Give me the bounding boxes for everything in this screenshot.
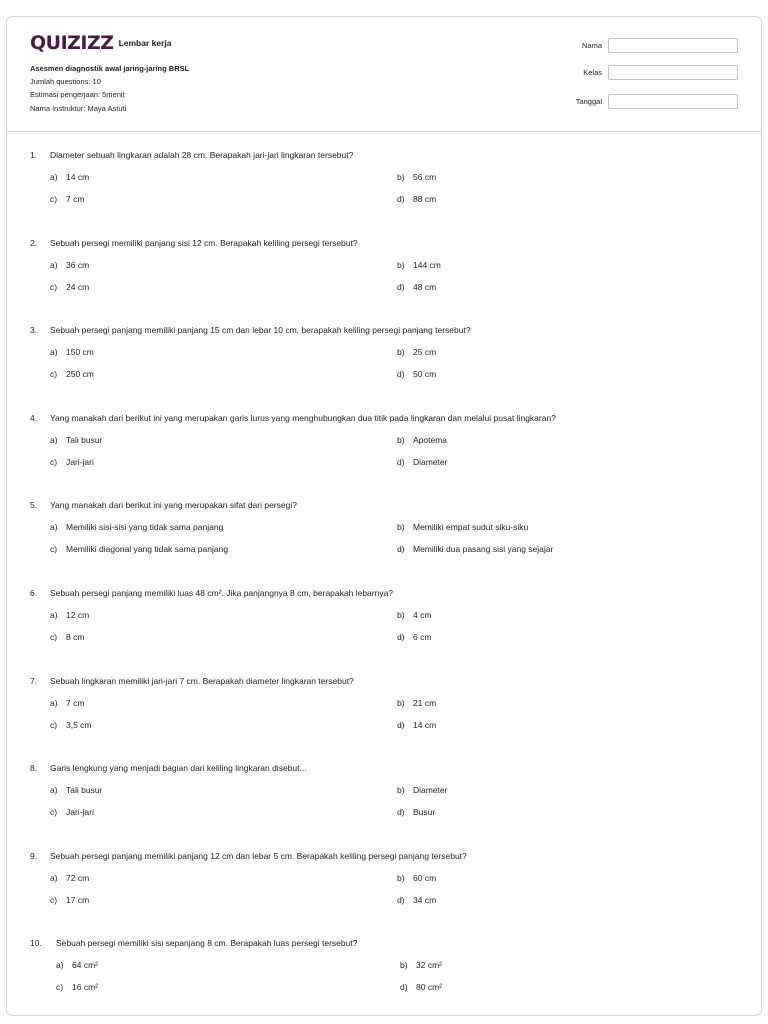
question-number: 2. bbox=[30, 237, 38, 248]
option-letter: b) bbox=[397, 259, 405, 270]
option-letter: c) bbox=[50, 719, 58, 730]
question-number: 9. bbox=[30, 850, 38, 861]
question-number: 7. bbox=[30, 675, 38, 686]
answer-option[interactable] bbox=[397, 543, 553, 555]
question-item bbox=[30, 149, 750, 204]
answer-option[interactable] bbox=[50, 521, 223, 533]
worksheet-header bbox=[7, 17, 761, 132]
answer-option[interactable] bbox=[50, 543, 228, 555]
worksheet bbox=[6, 16, 762, 1016]
answer-option[interactable] bbox=[50, 784, 102, 796]
option-text: 50 cm bbox=[413, 369, 437, 380]
question-number: 5. bbox=[30, 500, 38, 511]
option-letter: d) bbox=[397, 544, 405, 555]
answer-option[interactable] bbox=[397, 456, 447, 468]
question-item bbox=[30, 762, 750, 818]
option-text: 12 cm bbox=[66, 610, 90, 620]
option-letter: a) bbox=[50, 785, 58, 796]
answer-option[interactable] bbox=[397, 806, 435, 818]
answer-option[interactable] bbox=[397, 697, 436, 709]
answer-option[interactable] bbox=[397, 281, 436, 293]
date-field bbox=[576, 94, 738, 109]
worksheet-title: Asesmen diagnostik awal jaring-jaring BRSL bbox=[30, 64, 190, 73]
question-text-row bbox=[30, 587, 750, 599]
question-item bbox=[30, 675, 750, 730]
option-text: 80 cm² bbox=[416, 982, 442, 993]
option-text: Diameter bbox=[413, 785, 448, 796]
question-text-row bbox=[30, 324, 750, 336]
answer-option[interactable] bbox=[56, 959, 98, 971]
option-text: 25 cm bbox=[413, 347, 437, 358]
option-text: 14 cm bbox=[413, 719, 437, 730]
answer-option[interactable] bbox=[397, 171, 436, 183]
option-text: Tali busur bbox=[66, 434, 103, 445]
question-text-row bbox=[30, 850, 750, 862]
option-text: 3,5 cm bbox=[66, 719, 92, 730]
option-letter: c) bbox=[50, 456, 58, 467]
answer-option[interactable] bbox=[50, 193, 84, 205]
option-text: Memiliki empat sudut siku-siku bbox=[413, 522, 529, 533]
question-item bbox=[30, 937, 750, 993]
option-text: 56 cm bbox=[413, 172, 437, 182]
question-number: 8. bbox=[30, 763, 38, 774]
option-letter: c) bbox=[50, 281, 58, 292]
option-letter: c) bbox=[50, 544, 58, 555]
answer-option[interactable] bbox=[50, 872, 89, 884]
question-stem: Sebuah persegi memiliki sisi sepanjang 8 cm. Berapakah luas persegi tersebut? bbox=[56, 938, 358, 949]
class-field bbox=[583, 65, 738, 80]
option-text: Busur bbox=[413, 807, 436, 818]
option-letter: d) bbox=[400, 982, 408, 993]
option-letter: b) bbox=[397, 785, 405, 796]
option-letter: c) bbox=[56, 982, 64, 993]
name-label: Nama bbox=[581, 41, 602, 50]
instructor-name: Nama Instruktur: Maya Astuti bbox=[30, 103, 127, 113]
question-stem: Sebuah persegi panjang memiliki panjang 15 cm dan lebar 10 cm. berapakah keliling persegi panjang tersebut? bbox=[50, 325, 471, 336]
option-letter: b) bbox=[397, 172, 405, 182]
option-letter: b) bbox=[397, 872, 405, 883]
option-text: Tali busur bbox=[66, 785, 103, 796]
answer-option[interactable] bbox=[50, 719, 92, 731]
option-text: Jari-jari bbox=[66, 807, 94, 818]
option-letter: c) bbox=[50, 632, 58, 642]
answer-option[interactable] bbox=[397, 434, 447, 446]
option-text: 6 cm bbox=[413, 632, 432, 642]
answer-option[interactable] bbox=[50, 281, 89, 293]
question-text-row bbox=[30, 149, 750, 161]
option-text: 88 cm bbox=[413, 194, 437, 204]
answer-option[interactable] bbox=[50, 259, 89, 271]
date-input[interactable] bbox=[608, 94, 738, 109]
option-letter: a) bbox=[50, 259, 58, 270]
question-stem: Yang manakah dari berikut ini yang merupakan sifat dari persegi? bbox=[50, 500, 297, 511]
option-letter: a) bbox=[50, 172, 58, 182]
option-text: 21 cm bbox=[413, 697, 437, 708]
option-text: Memiliki sisi-sisi yang tidak sama panjang bbox=[66, 522, 224, 533]
option-letter: d) bbox=[397, 632, 405, 642]
option-letter: d) bbox=[397, 719, 405, 730]
option-letter: c) bbox=[50, 369, 58, 380]
question-stem: Garis lengkung yang menjadi bagian dari keliling lingkaran disebut... bbox=[50, 763, 307, 774]
question-number: 10. bbox=[30, 938, 42, 949]
option-text: 64 cm² bbox=[72, 960, 98, 971]
question-number: 6. bbox=[30, 588, 38, 598]
answer-option[interactable] bbox=[397, 894, 436, 906]
answer-option[interactable] bbox=[56, 981, 98, 993]
class-input[interactable] bbox=[608, 65, 738, 80]
option-letter: a) bbox=[50, 610, 58, 620]
option-text: 144 cm bbox=[413, 259, 441, 270]
option-text: 4 cm bbox=[413, 610, 432, 620]
question-stem: Sebuah persegi memiliki panjang sisi 12 cm. Berapakah keliling persegi tersebut? bbox=[50, 237, 358, 248]
option-text: Memiliki dua pasang sisi yang sejajar bbox=[413, 544, 554, 555]
option-letter: d) bbox=[397, 281, 405, 292]
option-letter: d) bbox=[397, 456, 405, 467]
option-letter: a) bbox=[50, 347, 58, 358]
brand-logo bbox=[30, 33, 171, 53]
answer-option[interactable] bbox=[397, 719, 436, 731]
answer-option[interactable] bbox=[50, 346, 94, 358]
answer-option[interactable] bbox=[50, 631, 84, 643]
answer-option[interactable] bbox=[50, 456, 94, 468]
question-stem: Yang manakah dari berikut ini yang merupakan garis lurus yang menghubungkan dua titik pada lingkaran dan melalui pusat lingkaran? bbox=[50, 412, 556, 423]
option-text: 60 cm bbox=[413, 872, 437, 883]
answer-option[interactable] bbox=[397, 872, 436, 884]
option-text: Apotema bbox=[413, 434, 448, 445]
answer-option[interactable] bbox=[50, 434, 102, 446]
option-letter: a) bbox=[50, 697, 58, 708]
option-text: Diameter bbox=[413, 456, 448, 467]
answer-option[interactable] bbox=[50, 697, 84, 709]
option-text: 8 cm bbox=[66, 632, 85, 642]
answer-option[interactable] bbox=[397, 609, 431, 621]
question-number: 1. bbox=[30, 150, 38, 160]
answer-option[interactable] bbox=[400, 981, 442, 993]
answer-option[interactable] bbox=[397, 193, 436, 205]
question-item bbox=[30, 499, 750, 555]
option-letter: b) bbox=[400, 960, 408, 971]
option-text: 250 cm bbox=[66, 369, 94, 380]
option-letter: c) bbox=[50, 807, 58, 818]
question-number: 3. bbox=[30, 325, 38, 336]
answer-option[interactable] bbox=[397, 259, 441, 271]
option-letter: d) bbox=[397, 894, 405, 905]
option-letter: a) bbox=[56, 960, 64, 971]
name-field bbox=[582, 38, 738, 53]
option-letter: b) bbox=[397, 434, 405, 445]
option-text: 14 cm bbox=[66, 172, 90, 182]
option-letter: b) bbox=[397, 697, 405, 708]
question-item bbox=[30, 412, 750, 467]
worksheet-meta bbox=[30, 62, 189, 115]
option-text: 17 cm bbox=[66, 894, 90, 905]
class-label: Kelas bbox=[583, 68, 602, 77]
question-text-row bbox=[30, 412, 750, 424]
option-text: Jari-jari bbox=[66, 456, 94, 467]
time-estimate: Estimasi pengerjaan: 5menit bbox=[30, 90, 125, 100]
answer-option[interactable] bbox=[397, 631, 431, 643]
question-item bbox=[30, 850, 750, 905]
answer-option[interactable] bbox=[397, 784, 447, 796]
option-letter: a) bbox=[50, 522, 58, 533]
option-letter: d) bbox=[397, 807, 405, 818]
name-input[interactable] bbox=[608, 38, 738, 53]
option-letter: d) bbox=[397, 369, 405, 380]
answer-option[interactable] bbox=[50, 806, 94, 818]
question-text-row bbox=[30, 762, 750, 774]
brand-wordmark: QUIZIZZ bbox=[30, 32, 114, 54]
answer-option[interactable] bbox=[397, 521, 528, 533]
question-text-row bbox=[30, 237, 750, 249]
question-item bbox=[30, 324, 750, 380]
answer-option[interactable] bbox=[400, 959, 442, 971]
option-text: 7 cm bbox=[66, 697, 85, 708]
question-stem: Sebuah persegi panjang memiliki panjang 12 cm dan lebar 5 cm. Berapakah keliling persegi panjang tersebut? bbox=[50, 850, 467, 861]
question-item bbox=[30, 587, 750, 642]
option-text: 36 cm bbox=[66, 259, 90, 270]
question-count: Jumlah questions: 10 bbox=[30, 77, 101, 87]
option-text: 72 cm bbox=[66, 872, 90, 883]
option-text: 150 cm bbox=[66, 347, 94, 358]
question-text-row bbox=[30, 937, 750, 949]
answer-option[interactable] bbox=[397, 346, 436, 358]
question-stem: Sebuah persegi panjang memiliki luas 48 cm². Jika panjangnya 8 cm, berapakah lebarnya? bbox=[50, 588, 394, 598]
option-letter: b) bbox=[397, 610, 405, 620]
option-letter: a) bbox=[50, 872, 58, 883]
option-text: Memiliki diagonal yang tidak sama panjang bbox=[66, 544, 229, 555]
question-stem: Diameter sebuah lingkaran adalah 28 cm. Berapakah jari-jari lingkaran tersebut? bbox=[50, 150, 354, 160]
option-text: 24 cm bbox=[66, 281, 90, 292]
option-text: 32 cm² bbox=[416, 960, 442, 971]
answer-option[interactable] bbox=[50, 609, 89, 621]
answer-option[interactable] bbox=[50, 894, 89, 906]
question-text-row bbox=[30, 675, 750, 687]
question-stem: Sebuah lingkaran memiliki jari-jari 7 cm. Berapakah diameter lingkaran tersebut? bbox=[50, 675, 354, 686]
document-type: Lembar kerja bbox=[118, 38, 172, 48]
option-letter: c) bbox=[50, 894, 58, 905]
option-text: 34 cm bbox=[413, 894, 437, 905]
question-item bbox=[30, 237, 750, 292]
question-number: 4. bbox=[30, 412, 38, 423]
answer-option[interactable] bbox=[50, 171, 89, 183]
date-label: Tanggal bbox=[575, 97, 602, 106]
option-letter: b) bbox=[397, 522, 405, 533]
option-text: 7 cm bbox=[66, 194, 85, 204]
option-text: 16 cm² bbox=[72, 982, 98, 993]
option-text: 48 cm bbox=[413, 281, 437, 292]
option-letter: c) bbox=[50, 194, 58, 204]
answer-option[interactable] bbox=[397, 368, 436, 380]
option-letter: d) bbox=[397, 194, 405, 204]
option-letter: b) bbox=[397, 347, 405, 358]
question-text-row bbox=[30, 499, 750, 511]
option-letter: a) bbox=[50, 434, 58, 445]
answer-option[interactable] bbox=[50, 368, 94, 380]
